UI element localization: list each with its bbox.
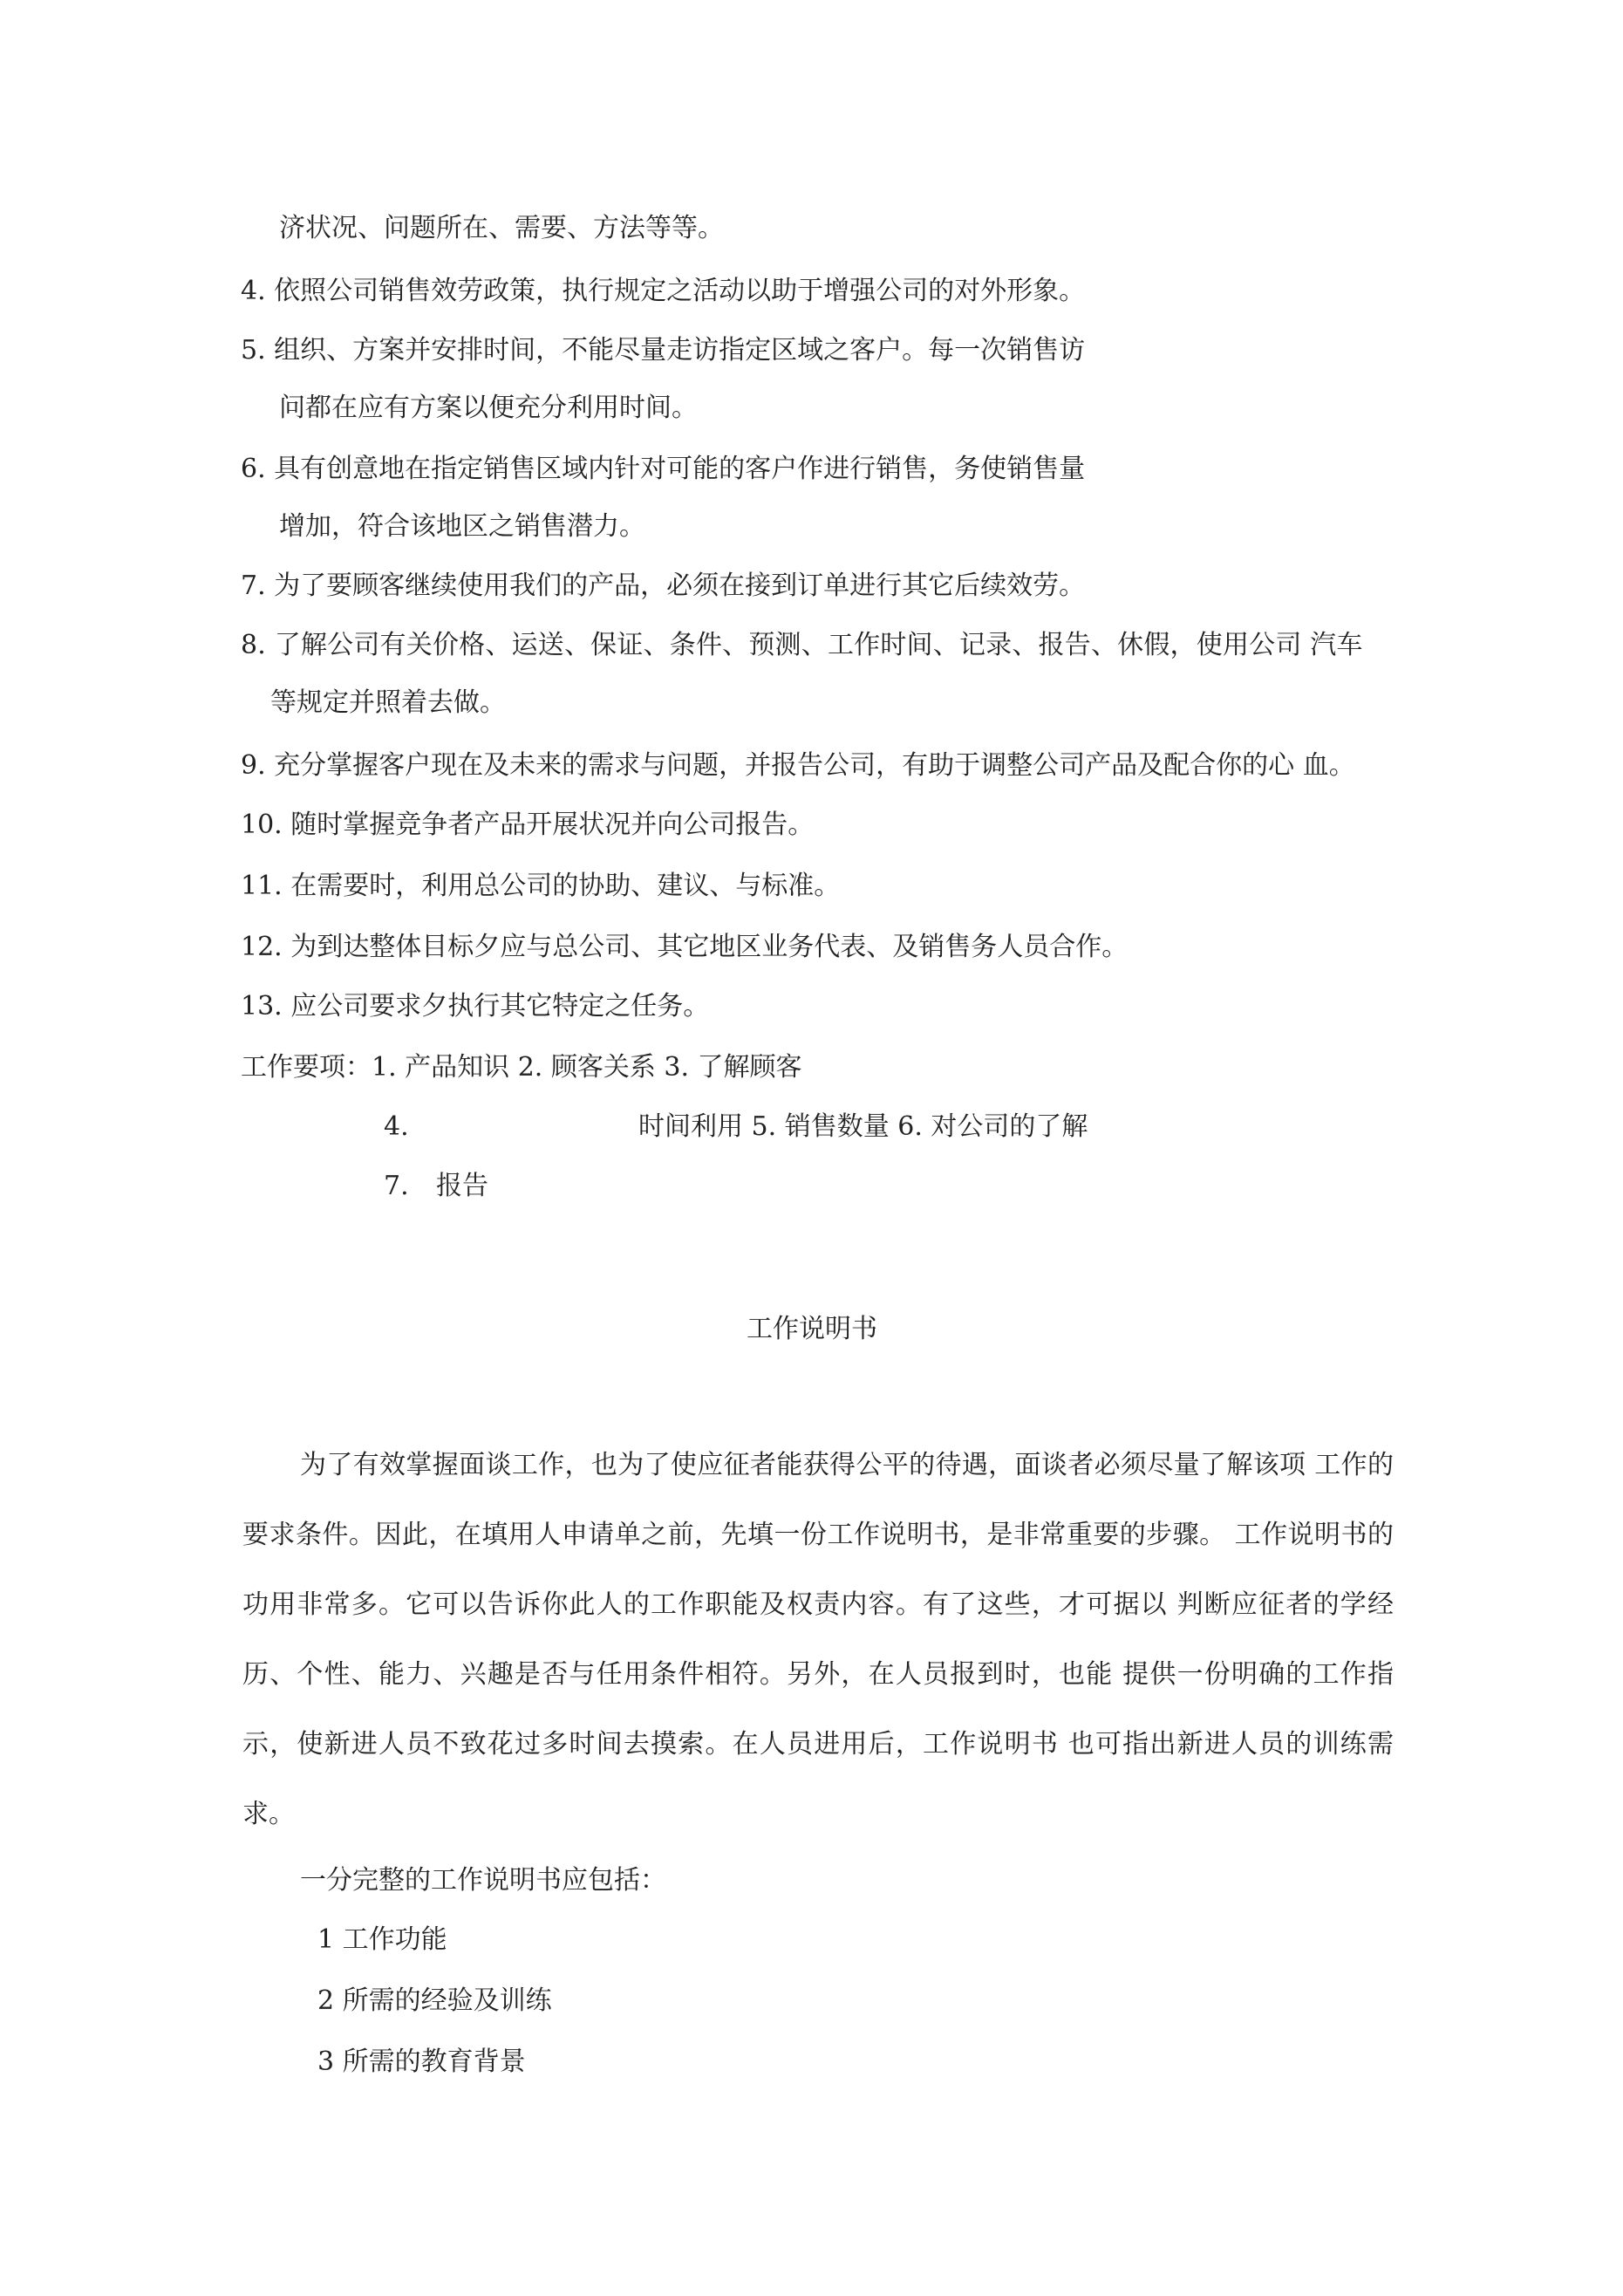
duty-item-3-continuation: 济状况、问题所在、需要、方法等等。 [279, 213, 724, 243]
work-items-line-3-text: 报告 [436, 1171, 488, 1201]
duty-item-6-line-1: 6. 具有创意地在指定销售区域内针对可能的客户作进行销售，务使销售量 [241, 454, 1086, 484]
duty-item-8-line-1: 8. 了解公司有关价格、运送、保证、条件、预测、工作时间、记录、报告、休假，使用公司 汽车 [241, 630, 1363, 660]
duty-item-6-line-2: 增加，符合该地区之销售潜力。 [279, 511, 645, 542]
section-title: 工作说明书 [747, 1314, 877, 1344]
work-items-line-2-text: 时间利用 5. 销售数量 6. 对公司的了解 [638, 1111, 1088, 1142]
work-items-line-2-number: 4. [384, 1111, 409, 1142]
duty-item-8-line-2: 等规定并照着去做。 [270, 687, 506, 718]
duty-item-13: 13. 应公司要求夕执行其它特定之任务。 [241, 991, 710, 1022]
contents-item: 1 工作功能 [317, 1924, 447, 1955]
duty-item-11: 11. 在需要时，利用总公司的协助、建议、与标准。 [241, 871, 841, 901]
duty-item-12: 12. 为到达整体目标夕应与总公司、其它地区业务代表、及销售务人员合作。 [241, 932, 1129, 962]
duty-item-4: 4. 依照公司销售效劳政策，执行规定之活动以助于增强公司的对外形象。 [241, 276, 1086, 306]
duty-item-10: 10. 随时掌握竞争者产品开展状况并向公司报告。 [241, 810, 815, 840]
duty-item-9: 9. 充分掌握客户现在及未来的需求与问题，并报告公司，有助于调整公司产品及配合你的心 血。 [241, 750, 1355, 781]
contents-item: 2 所需的经验及训练 [317, 1985, 552, 2016]
work-items-line-1: 工作要项：1. 产品知识 2. 顾客关系 3. 了解顾客 [241, 1052, 802, 1083]
contents-heading: 一分完整的工作说明书应包括： [300, 1865, 666, 1896]
duty-item-5-line-1: 5. 组织、方案并安排时间，不能尽量走访指定区域之客户。每一次销售访 [241, 335, 1086, 366]
duty-item-7: 7. 为了要顾客继续使用我们的产品，必须在接到订单进行其它后续效劳。 [241, 571, 1086, 601]
duty-item-5-line-2: 问都在应有方案以便充分利用时间。 [279, 393, 698, 423]
contents-item: 3 所需的教育背景 [317, 2047, 526, 2077]
work-items-line-3-number: 7. [384, 1171, 409, 1201]
intro-paragraph: 为了有效掌握面谈工作，也为了使应征者能获得公平的待遇，面谈者必须尽量了解该项 工作的要求条件。因此，在填用人申请单之前，先填一份工作说明书，是非常重要的步骤。 工作说明书的功用非常多。它可以告诉你此人的工作职能及权责内容。有了这些，才可据以 判断应征者的学经历、个性、能力、兴趣是否与任用条件相符。另外，在人员报到时，也能 提供一份明确的工作指示，使新进人员不致花过多时间去摸索。在人员进用后，工作说明书 也可指出新进人员的训练需求。 [242, 1450, 1394, 1829]
